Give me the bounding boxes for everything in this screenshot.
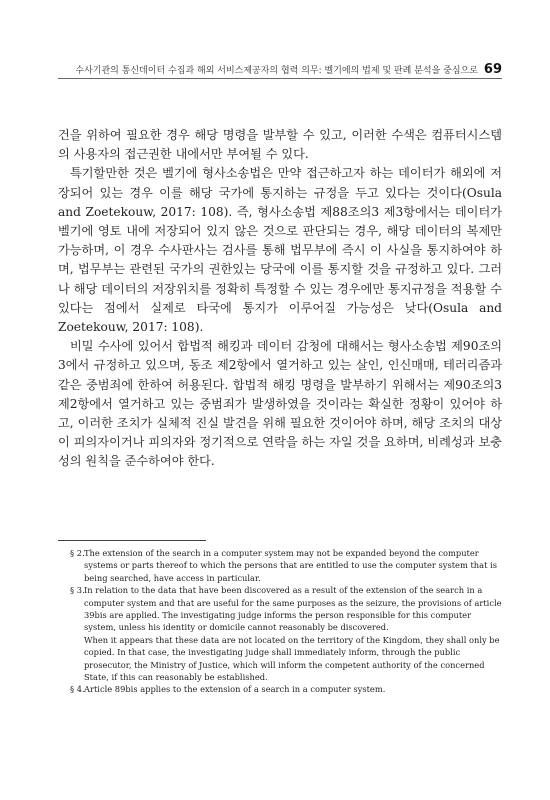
paragraph: 건을 위하여 필요한 경우 해당 명령을 발부할 수 있고, 이러한 수색은 컴퓨터시스템의 사용자의 접근권한 내에서만 부여될 수 있다. [58, 128, 502, 162]
running-header-title: 수사기관의 통신데이터 수집과 해외 서비스제공자의 협력 의무: 벨기에의 법제 및 판례 분석을 중심으로 [75, 66, 478, 76]
footnote-text: Article 89bis applies to the extension of a search in a computer system. [84, 684, 386, 695]
footnote-text: The extension of the search in a computer system may not be expanded beyond the computer systems or parts thereof to which the persons that are entitled to use the computer system that is being searched, have access in particular. [84, 548, 497, 583]
body-text [58, 126, 502, 472]
paragraph: 비밀 수사에 있어서 합법적 해킹과 데이터 감청에 대해서는 형사소송법 제90조의3에서 규정하고 있으며, 동조 제2항에서 열거하고 있는 살인, 인신매매, 테러리즘과 같은 중범죄에 한하여 허용된다. 합법적 해킹 명령을 발부하기 위해서는 제90조의3 제2항에서 열거하고 있는 중범죄가 발생하였을 것이라는 확실한 정황이 있어야 하고, 이러한 조치가 실체적 진실 발견을 위해 필요한 것이어야 하며, 해당 조치의 대상이 피의자이거나 피의자와 정기적으로 연락을 하는 자일 것을 요하며, 비례성과 보충성의 원칙을 준수하여야 한다. [58, 339, 502, 469]
paragraph: 특기할만한 것은 벨기에 형사소송법은 만약 접근하고자 하는 데이터가 해외에 저장되어 있는 경우 이를 해당 국가에 통지하는 규정을 두고 있다는 것이다(Osula and Zoetekouw, 2017: 108). 즉, 형사소송법 제88조의3 제3항에서는 데이터가 벨기에 영토 내에 저장되어 있지 않은 것으로 판단되는 경우, 해당 데이터의 복제만 가능하며, 이 경우 수사판사는 검사를 통해 법무부에 즉시 이 사실을 통지하여야 하며, 법무부는 관련된 국가의 권한있는 당국에 이를 통지할 것을 규정하고 있다. 그러나 해당 데이터의 저장위치를 정확히 특정할 수 있는 경우에만 통지규정을 적용할 수 있다는 점에서 실제로 타국에 통지가 이루어질 가능성은 낮다(Osula and Zoetekouw, 2017: 108). [58, 166, 502, 335]
page-number: 69 [483, 62, 502, 77]
footnote-continuation: When it appears that these data are not located on the territory of the Kingdom, they shall only be copied. In that case, the investigating judge shall immediately inform, through the public prosecutor, the Ministry of Justice, which will inform the competent authority of the concerned State, if this can reasonably be established. [84, 634, 500, 683]
footnotes [58, 547, 502, 696]
footnote [58, 547, 502, 584]
footnote [58, 683, 502, 695]
footnote-mark: § 3. [70, 585, 85, 596]
footnote-divider [58, 540, 206, 541]
footnote-text: In relation to the data that have been discovered as a result of the extension of the search in a computer system and that are useful for the same purposes as the seizure, the provisions of article 39bis are applied. The investigating judge informs the person responsible for this computer system, unless his identity or domicile cannot reasonably be discovered. [84, 585, 502, 633]
footnote-mark: § 2. [70, 548, 85, 558]
footnote-mark: § 4. [70, 684, 85, 695]
running-header [58, 58, 502, 79]
footnote [58, 584, 502, 683]
